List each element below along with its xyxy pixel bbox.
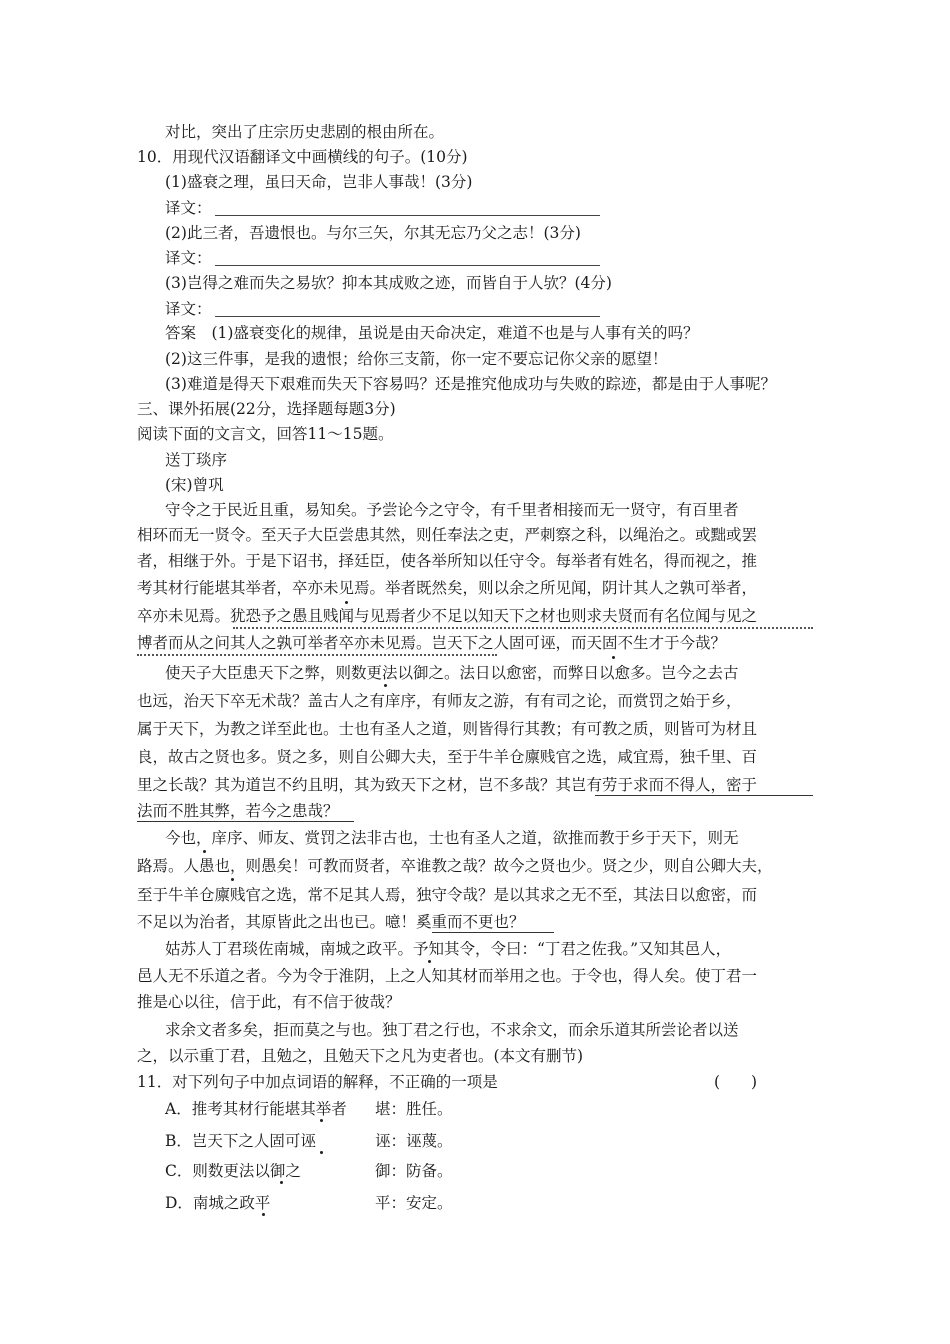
passage-line: 也远，治天下卒无术哉？盖古人之有庠序，有师友之游，有有司之论，而赏罚之始于乡， (137, 692, 742, 710)
emphasis-dot (280, 1181, 283, 1184)
passage-line: 不足以为治者，其原皆此之出也已。噫！奚重而不更也？ (137, 913, 525, 931)
emphasis-dot (320, 1119, 323, 1122)
translation-blank[interactable] (215, 265, 600, 266)
text-line: 对比，突出了庄宗历史悲剧的根由所在。 (165, 123, 445, 141)
emphasis-dot (320, 1151, 323, 1154)
option-a-gloss: 堪：胜任。 (375, 1100, 453, 1118)
translation-label: 译文： (165, 199, 212, 217)
passage-line: 路焉。人愚也，则愚矣！可教而贤者，卒谁教之哉？故今之贤也少。贤之少，则自公卿大夫， (137, 857, 773, 875)
option-b-sentence[interactable]: B．岂天下之人固可诬 (165, 1132, 316, 1150)
option-d-gloss: 平：安定。 (375, 1194, 453, 1212)
option-d-sentence[interactable]: D．南城之政平 (165, 1194, 271, 1212)
emphasis-dot (231, 878, 234, 881)
option-c-gloss: 御：防备。 (375, 1162, 453, 1180)
passage-line: 法而不胜其弊，若今之患哉？ (137, 802, 339, 820)
option-a-sentence[interactable]: A．推考其材行能堪其举者 (165, 1100, 347, 1118)
question-10-heading: 10．用现代汉语翻译文中画横线的句子。(10分) (137, 148, 468, 166)
passage-line: 使天子大臣患天下之弊，则数更法以御之。法日以愈密，而弊日以愈多。岂今之去古 (165, 664, 739, 682)
underline (432, 932, 554, 933)
passage-line: 里之长哉？其为道岂不约且明，其为致天下之材，岂不多哉？其岂有劳于求而不得人，密于 (137, 776, 758, 794)
passage-line: 姑苏人丁君琰佐南城，南城之政平。予知其令，令曰：“丁君之佐我。”又知其邑人， (165, 940, 732, 958)
passage-author: (宋)曾巩 (165, 476, 224, 494)
option-b-gloss: 诬：诬蔑。 (375, 1132, 453, 1150)
passage-line: 守令之于民近且重，易知矣。予尝论今之守令，有千里者相接而无一贤守，有百里者 (165, 501, 739, 519)
instruction-text: 阅读下面的文言文，回答11～15题。 (137, 425, 394, 443)
passage-title: 送丁琰序 (165, 451, 228, 469)
question-10-item-1: (1)盛衰之理，虽曰天命，岂非人事哉！(3分) (165, 173, 473, 191)
passage-line: 卒亦未见焉。犹恐予之愚且贱闻与见焉者少不足以知天下之材也则求夫贤而有名位闻与见之 (137, 607, 758, 625)
emphasis-dot (428, 960, 431, 963)
passage-line: 良，故古之贤也多。贤之多，则自公卿大夫，至于牛羊仓廪贱官之选，咸宜焉，独千里、百 (137, 748, 758, 766)
passage-line: 博者而从之问其人之孰可举者卒亦未见焉。岂天下之人固可诬，而天固不生才于今哉？ (137, 634, 727, 652)
translation-label: 译文： (165, 249, 212, 267)
underline (137, 821, 354, 822)
answer-line: (2)这三件事，是我的遗恨；给你三支箭，你一定不要忘记你父亲的愿望！ (165, 350, 668, 368)
question-11-stem: 11．对下列句子中加点词语的解释，不正确的一项是 (137, 1073, 498, 1091)
passage-line: 属于天下，为教之详至此也。士也有圣人之道，则皆得行其教；有可教之质，则皆可为材且 (137, 720, 758, 738)
answer-line: 答案 (1)盛衰变化的规律，虽说是由天命决定，难道不也是与人事有关的吗？ (165, 324, 699, 342)
passage-line: 邑人无不乐道之者。今为令于淮阴，上之人知其材而举用之也。于令也，得人矣。使丁君一 (137, 967, 758, 985)
emphasis-dot (262, 1213, 265, 1216)
question-10-item-2: (2)此三者，吾遗恨也。与尔三矢，尔其无忘乃父之志！(3分) (165, 224, 581, 242)
passage-line: 今也，庠序、师友、赏罚之法非古也，士也有圣人之道，欲推而教于乡于天下，则无 (165, 829, 739, 847)
passage-line: 考其材行能堪其举者，卒亦未见焉。举者既然矣，则以余之所见闻，阴计其人之孰可举者， (137, 579, 758, 597)
emphasis-dot (203, 850, 206, 853)
option-c-sentence[interactable]: C．则数更法以御之 (165, 1162, 301, 1180)
translation-blank[interactable] (215, 316, 600, 317)
passage-line: 之，以示重丁君，且勉之，且勉天下之凡为吏者也。(本文有删节) (137, 1047, 584, 1065)
section-heading: 三、课外拓展(22分，选择题每题3分) (137, 400, 396, 418)
emphasis-dot (612, 656, 615, 659)
emphasis-dot (384, 684, 387, 687)
answer-line: (3)难道是得天下艰难而失天下容易吗？还是推究他成功与失败的踪迹，都是由于人事呢？ (165, 375, 776, 393)
translation-blank[interactable] (215, 215, 600, 216)
wavy-underline (233, 624, 813, 629)
passage-line: 求余文者多矣，拒而莫之与也。独丁君之行也，不求余文，而余乐道其所尝论者以送 (165, 1021, 739, 1039)
wavy-underline (137, 651, 497, 656)
passage-line: 至于牛羊仓廪贱官之选，常不足其人焉，独守令哉？是以其求之无不至，其法日以愈密，而 (137, 886, 758, 904)
passage-line: 相环而无一贤令。至天子大臣尝患其然，则任奉法之吏，严刺察之科，以绳治之。或黜或罢 (137, 526, 758, 544)
emphasis-dot (345, 601, 348, 604)
question-10-item-3: (3)岂得之难而失之易欤？抑本其成败之迹，而皆自于人欤？(4分) (165, 274, 612, 292)
underline (595, 795, 813, 796)
passage-line: 推是心以往，信于此，有不信于彼哉？ (137, 993, 401, 1011)
translation-label: 译文： (165, 300, 212, 318)
answer-bracket[interactable]: ( ) (714, 1073, 758, 1091)
passage-line: 者，相继于外。于是下诏书，择廷臣，使各举所知以任守令。每举者有姓名，得而视之，推 (137, 552, 758, 570)
